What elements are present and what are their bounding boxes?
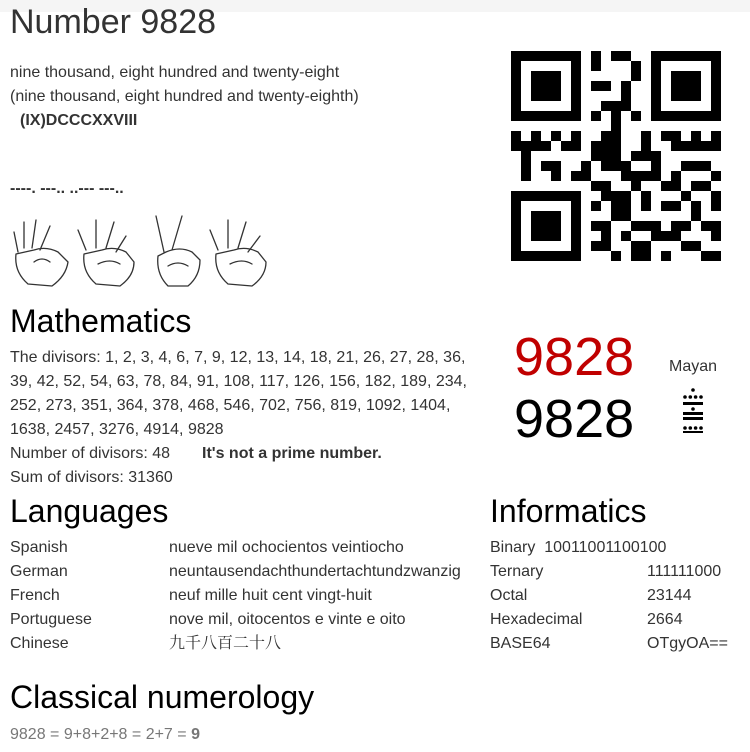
hand-signs-svg: [10, 212, 270, 290]
black-number: 9828: [514, 389, 635, 449]
hand-signs: [10, 212, 270, 295]
informatics-label: BASE64: [490, 635, 551, 652]
language-name: French: [10, 587, 60, 604]
divisors-line-2: 39, 42, 52, 54, 63, 78, 84, 91, 108, 117, 126, 156, 182, 189, 234,: [10, 373, 467, 390]
morse-code: ----. ---.. ..--- ---..: [10, 180, 124, 197]
eight-hand-icon: [78, 220, 134, 286]
red-number: 9828: [514, 327, 635, 387]
mathematics-heading: Mathematics: [10, 303, 192, 339]
eight-hand-icon: [210, 220, 266, 286]
numerology-expression: [10, 723, 200, 747]
language-text: nove mil, oitocentos e vinte e oito: [169, 611, 406, 628]
informatics-label: Ternary: [490, 563, 544, 580]
languages-heading: Languages: [10, 493, 169, 529]
language-text: nueve mil ochocientos veintiocho: [169, 539, 404, 556]
language-name: German: [10, 563, 68, 580]
informatics-label: Octal: [490, 587, 528, 604]
language-text: neuf mille huit cent vingt-huit: [169, 587, 372, 604]
ordinal-words: (nine thousand, eight hundred and twenty-eighth): [10, 88, 359, 105]
informatics-value: 23144: [647, 587, 692, 604]
qr-code-icon: [511, 51, 721, 261]
divisors-line-4: 1638, 2457, 3276, 4914, 9828: [10, 421, 224, 438]
language-name: Spanish: [10, 539, 68, 556]
binary-value: Binary 10011001100100: [490, 539, 667, 556]
divisor-count: Number of divisors: 48: [10, 445, 171, 462]
prime-status: It's not a prime number.: [202, 445, 382, 462]
language-text: neuntausendachthundertachtundzwanzig: [169, 563, 461, 580]
qr-code: [511, 51, 721, 266]
divisor-sum: Sum of divisors: 31360: [10, 469, 173, 486]
informatics-value: OTgyOA==: [647, 635, 728, 652]
cardinal-words: nine thousand, eight hundred and twenty-eight: [10, 64, 340, 81]
mayan-label: Mayan: [669, 358, 718, 375]
mayan-numeral-icon: [681, 387, 705, 433]
language-name: Portuguese: [10, 611, 92, 628]
language-text: 九千八百二十八: [169, 635, 282, 652]
numerology-sum: 9828 = 9+8+2+8 = 2+7 =: [10, 726, 192, 743]
roman-numeral: (IX)DCCCXXVIII: [20, 112, 138, 129]
numerology-heading: Classical numerology: [10, 679, 315, 715]
informatics-label: Hexadecimal: [490, 611, 583, 628]
divisors-line-1: The divisors: 1, 2, 3, 4, 6, 7, 9, 12, 13, 14, 18, 21, 26, 27, 28, 36,: [10, 349, 466, 366]
page-title: Number 9828: [10, 3, 217, 41]
language-name: Chinese: [10, 635, 69, 652]
numerology-result: 9: [191, 726, 200, 743]
divisors-line-3: 252, 273, 351, 364, 378, 468, 546, 702, 756, 819, 1092, 1404,: [10, 397, 451, 414]
informatics-value: 2664: [647, 611, 683, 628]
informatics-value: 111111000: [647, 563, 722, 580]
mayan-numeral: [681, 387, 705, 438]
informatics-heading: Informatics: [490, 493, 647, 529]
nine-hand-icon: [14, 220, 68, 286]
two-hand-icon: [156, 216, 200, 286]
